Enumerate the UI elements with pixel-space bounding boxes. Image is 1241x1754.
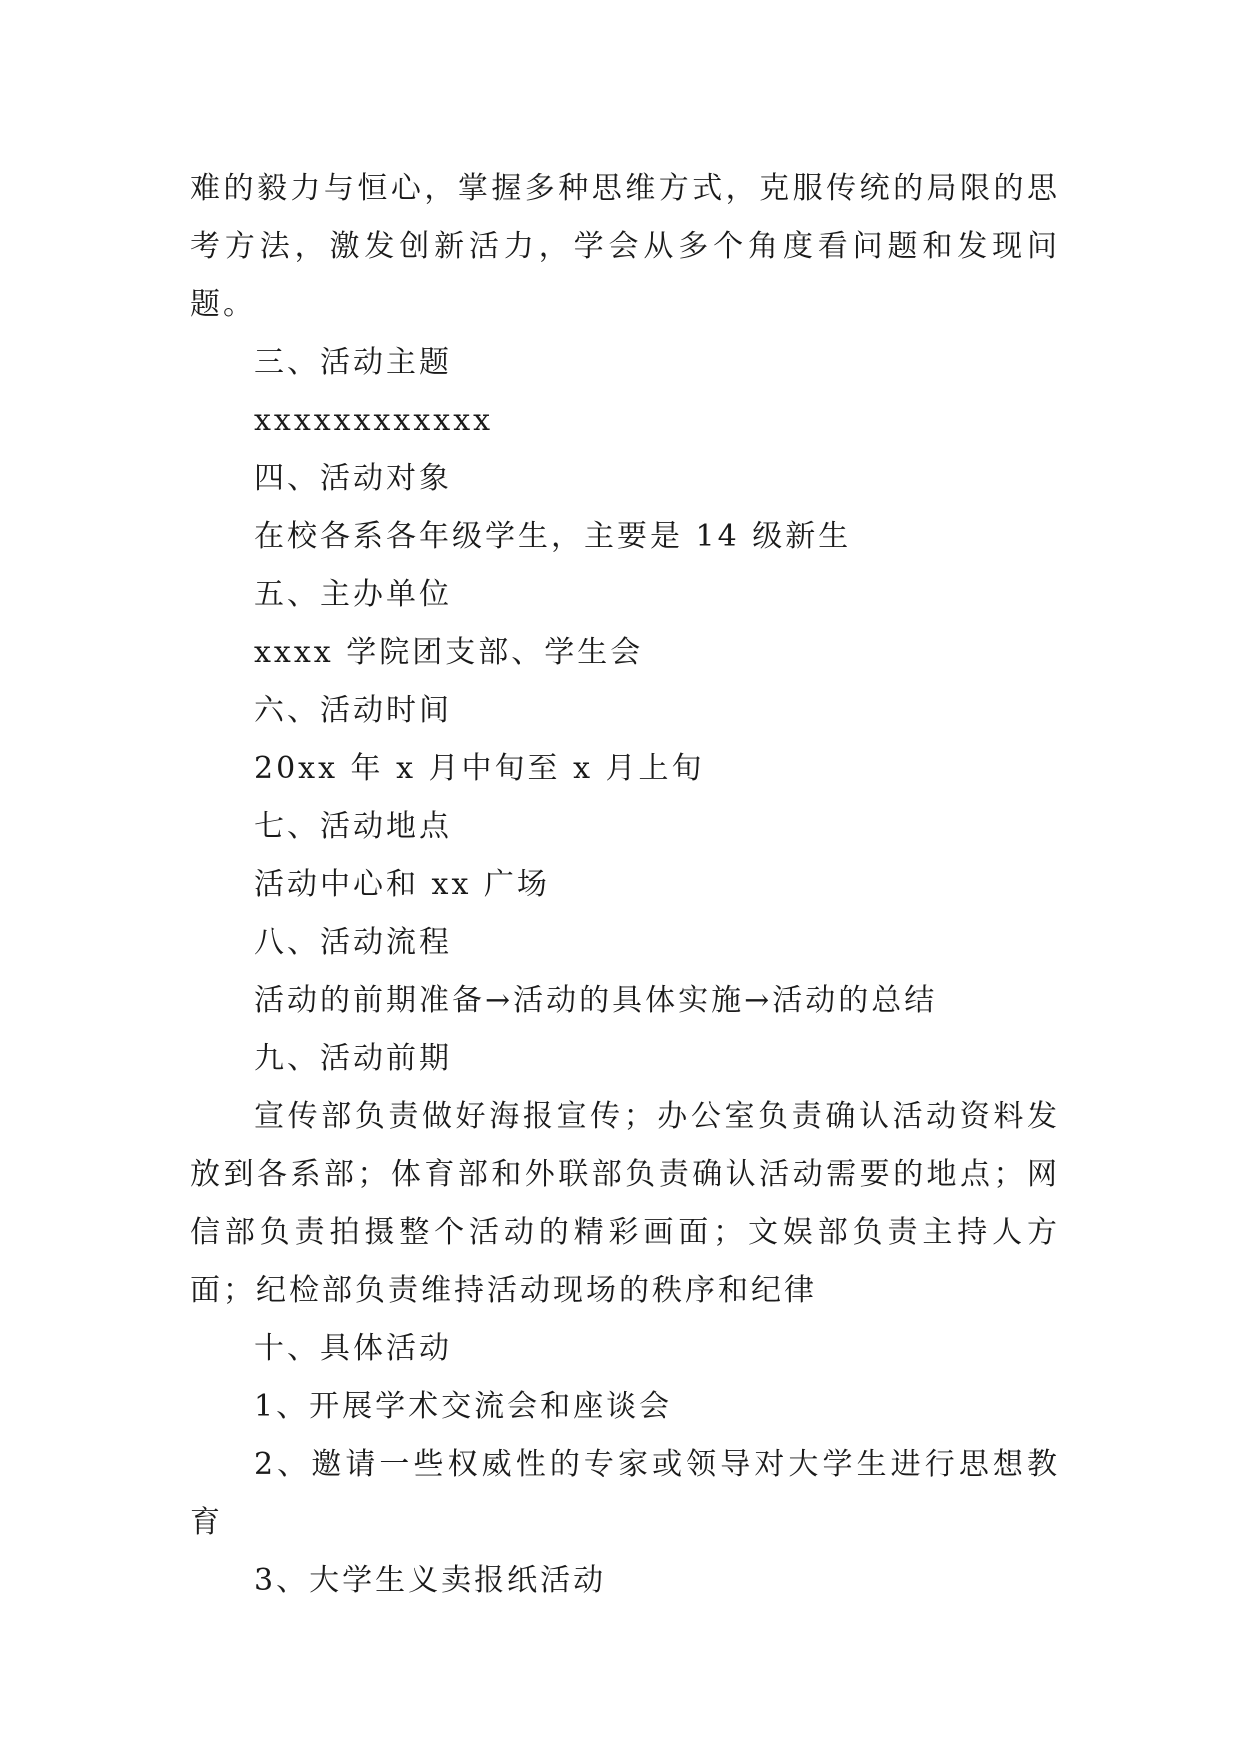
heading-activity-target: 四、活动对象 <box>254 461 452 496</box>
paragraph-intro-continued: 难的毅力与恒心，掌握多种思维方式，克服传统的局限的思考方法，激发创新活力，学会从多个角度看问题和发现问题。 <box>190 171 1060 322</box>
list-item-activity-1: 1、开展学术交流会和座谈会 <box>254 1389 673 1424</box>
paragraph-activity-process: 活动的前期准备→活动的具体实施→活动的总结 <box>254 983 938 1018</box>
heading-activity-time: 六、活动时间 <box>254 693 452 728</box>
list-item-activity-3: 3、大学生义卖报纸活动 <box>254 1563 607 1598</box>
heading-organizer: 五、主办单位 <box>254 577 452 612</box>
paragraph-activity-preparation: 宣传部负责做好海报宣传；办公室负责确认活动资料发放到各系部；体育部和外联部负责确认活动需要的地点；网信部负责拍摄整个活动的精彩画面；文娱部负责主持人方面；纪检部负责维持活动现场的秩序和纪律 <box>190 1099 1060 1308</box>
heading-activity-preparation: 九、活动前期 <box>254 1041 452 1076</box>
paragraph-organizer: xxxx 学院团支部、学生会 <box>254 635 644 670</box>
paragraph-activity-theme: xxxxxxxxxxxx <box>254 403 494 438</box>
heading-activity-process: 八、活动流程 <box>254 925 452 960</box>
heading-activity-location: 七、活动地点 <box>254 809 452 844</box>
paragraph-activity-target: 在校各系各年级学生，主要是 14 级新生 <box>254 519 852 554</box>
document-body <box>190 160 1060 1610</box>
list-item-activity-2: 2、邀请一些权威性的专家或领导对大学生进行思想教育 <box>190 1447 1060 1540</box>
paragraph-activity-time: 20xx 年 x 月中旬至 x 月上旬 <box>254 751 705 786</box>
heading-specific-activities: 十、具体活动 <box>254 1331 452 1366</box>
heading-activity-theme: 三、活动主题 <box>254 345 452 380</box>
paragraph-activity-location: 活动中心和 xx 广场 <box>254 867 550 902</box>
